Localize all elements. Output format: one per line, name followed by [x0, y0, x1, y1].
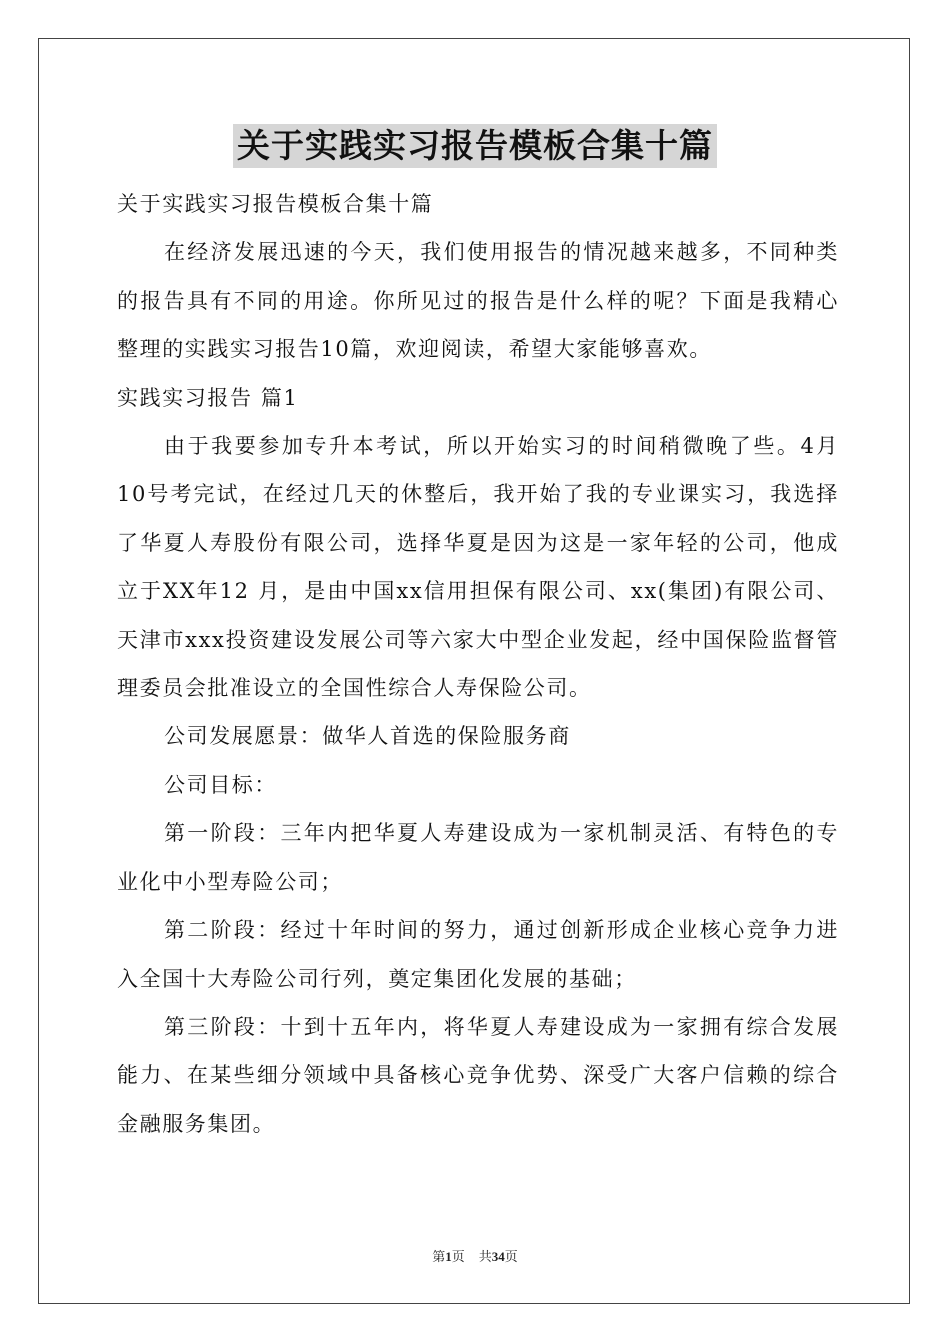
document-body — [117, 180, 839, 1148]
total-prefix: 共 — [478, 1249, 492, 1264]
total-suffix: 页 — [504, 1249, 518, 1264]
body-paragraph: 第二阶段：经过十年时间的努力，通过创新形成企业核心竞争力进入全国十大寿险公司行列，奠定集团化发展的基础； — [117, 918, 839, 991]
body-paragraph: 公司发展愿景：做华人首选的保险服务商 — [164, 724, 571, 749]
subtitle: 关于实践实习报告模板合集十篇 — [117, 192, 434, 216]
section-heading: 实践实习报告 篇1 — [117, 385, 299, 410]
document-title: 关于实践实习报告模板合集十篇 — [233, 124, 717, 168]
title-container — [0, 124, 950, 168]
intro-paragraph: 在经济发展迅速的今天，我们使用报告的情况越来越多，不同种类的报告具有不同的用途。你所见过的报告是什么样的呢？下面是我精心整理的实践实习报告10篇，欢迎阅读，希望大家能够喜欢。 — [117, 240, 839, 362]
body-paragraph: 由于我要参加专升本考试，所以开始实习的时间稍微晚了些。4月10号考完试，在经过几天的休整后，我开始了我的专业课实习，我选择了华夏人寿股份有限公司，选择华夏是因为这是一家年轻的公司，他成立于XX年12 月，是由中国xx信用担保有限公司、xx(集团)有限公司、天津市xxx投资建设发展公司等六家大中型企业发起，经中国保险监督管理委员会批准设立的全国性综合人寿保险公司。 — [117, 434, 839, 701]
page-prefix: 第 — [432, 1249, 446, 1264]
body-paragraph: 公司目标： — [164, 772, 277, 797]
body-paragraph: 第一阶段：三年内把华夏人寿建设成为一家机制灵活、有特色的专业化中小型寿险公司； — [117, 821, 839, 894]
page-suffix: 页 — [451, 1249, 465, 1264]
body-paragraph: 第三阶段：十到十五年内，将华夏人寿建设成为一家拥有综合发展能力、在某些细分领域中具备核心竞争优势、深受广大客户信赖的综合金融服务集团。 — [117, 1014, 839, 1136]
page-footer — [0, 1246, 950, 1265]
page-number: 1 — [445, 1249, 452, 1264]
total-pages: 34 — [491, 1249, 505, 1264]
